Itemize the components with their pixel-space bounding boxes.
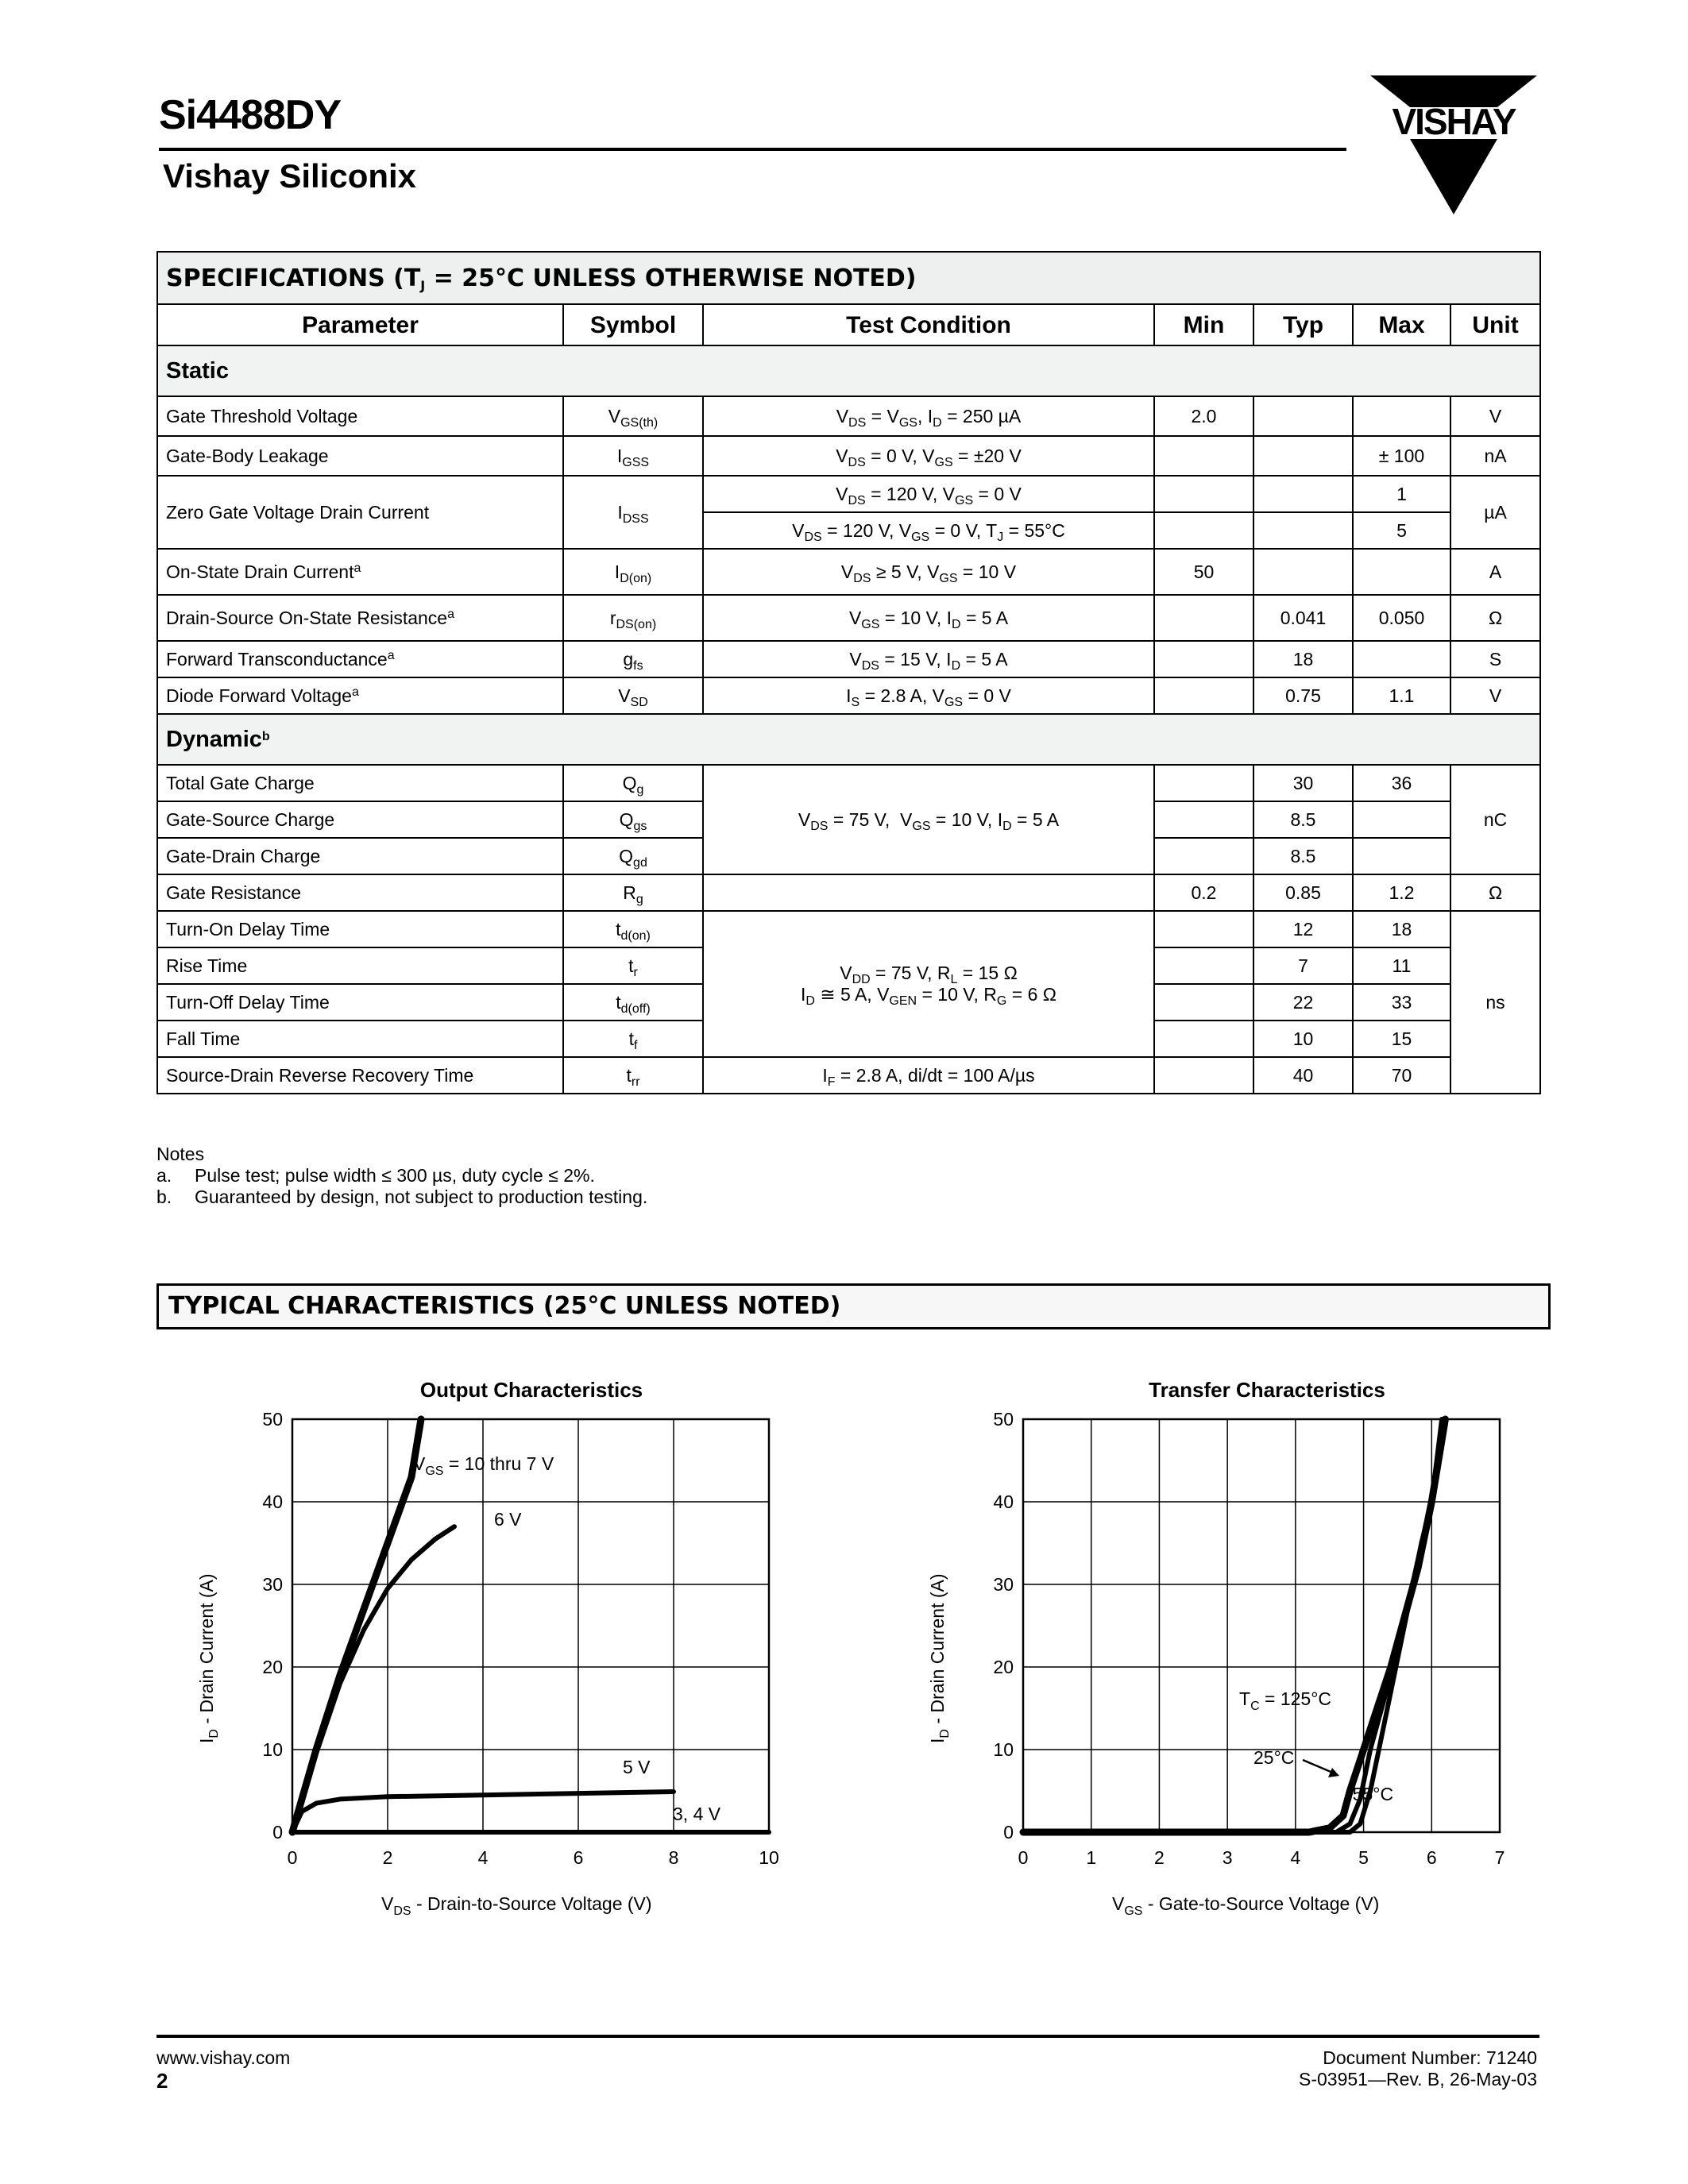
- page-number: 2: [156, 2069, 168, 2093]
- transfer-y-axis-label: $I_D$ - Drain Current (A): [927, 1573, 952, 1743]
- t25-label: 25°C: [1253, 1747, 1295, 1768]
- table-row: $V_{DS} = 120$ V, $V_{GS} = 0$ V, $T_J = 55^\circ C$ 5: [157, 512, 1540, 549]
- table-row: Zero Gate Voltage Drain Current $I_{DSS}$ $V_{DS} = 120$ V, $V_{GS} = 0$ V 1 µA: [157, 476, 1540, 512]
- output-chart-title: Output Characteristics: [419, 1378, 643, 1402]
- typical-characteristics-banner: TYPICAL CHARACTERISTICS (25°C UNLESS NOTED): [156, 1283, 1551, 1329]
- col-unit: Unit: [1450, 304, 1540, 345]
- transfer-x-axis-label: $V_{GS}$ - Gate-to-Source Voltage (V): [1112, 1893, 1380, 1918]
- table-row: Gate-Drain Charge $Q_{gd}$ 8.5: [157, 838, 1540, 874]
- footer-right: [1299, 2047, 1537, 2090]
- y-tick-label: 20: [993, 1657, 1014, 1677]
- table-row: Gate-Source Charge $Q_{gs}$ 8.5: [157, 801, 1540, 838]
- table-row: Drain-Source On-State Resistance$^a$ $r_{DS(on)}$ $V_{GS} = 10$ V, $I_D = 5$ A 0.041 0.050 Ω: [157, 595, 1540, 641]
- x-tick-label: 4: [1290, 1847, 1301, 1868]
- y-tick-label: 40: [993, 1491, 1014, 1512]
- y-tick-label: 40: [262, 1491, 283, 1512]
- y-tick-label: 20: [262, 1657, 283, 1677]
- vgs-label: $V_{GS} = 10$ thru 7 V: [413, 1453, 554, 1478]
- x-tick-label: 2: [382, 1847, 393, 1868]
- plot-area: [1023, 1419, 1500, 1832]
- table-row: Fall Time $t_f$ 10 15: [157, 1021, 1540, 1057]
- output-characteristics-chart: [191, 1394, 794, 1934]
- col-parameter: Parameter: [157, 304, 563, 345]
- section-dynamic: Dynamic$^b$: [157, 714, 1540, 765]
- header-rule: [159, 148, 1346, 151]
- y-tick-label: 50: [262, 1409, 283, 1430]
- table-row: On-State Drain Current$^a$ $I_{D(on)}$ $V_{DS} \ge 5$ V, $V_{GS} = 10$ V 50 A: [157, 549, 1540, 595]
- section-static: Static: [157, 345, 1540, 396]
- table-row: Gate-Body Leakage $I_{GSS}$ $V_{DS} = 0$ V, $V_{GS} = \pm 20$ V ± 100 nA: [157, 436, 1540, 476]
- notes-heading: Notes: [156, 1144, 205, 1164]
- output-x-axis-label: $V_{DS}$ - Drain-to-Source Voltage (V): [381, 1893, 652, 1918]
- company-name: Vishay Siliconix: [163, 157, 417, 195]
- specifications-table: [156, 251, 1541, 1094]
- x-tick-label: 3: [1222, 1847, 1233, 1868]
- table-row: Diode Forward Voltage$^a$ $V_{SD}$ $I_S = 2.8$ A, $V_{GS} = 0$ V 0.75 1.1 V: [157, 677, 1540, 714]
- x-tick-label: 8: [668, 1847, 679, 1868]
- note-a: a. Pulse test; pulse width ≤ 300 µs, duty cycle ≤ 2%.: [156, 1165, 595, 1186]
- y-tick-label: 0: [1003, 1822, 1014, 1843]
- y-tick-label: 50: [993, 1409, 1014, 1430]
- part-number: Si4488DY: [159, 92, 342, 138]
- table-row: Rise Time $t_r$ 7 11: [157, 947, 1540, 984]
- x-tick-label: 5: [1358, 1847, 1369, 1868]
- col-test-condition: Test Condition: [703, 304, 1154, 345]
- output-y-axis-label: $I_D$ - Drain Current (A): [196, 1573, 221, 1743]
- col-typ: Typ: [1253, 304, 1353, 345]
- six-v-label: 6 V: [494, 1509, 522, 1530]
- spec-header-row: [157, 304, 1540, 345]
- spec-table-title: SPECIFICATIONS ($T_J = 25^\circ C$ UNLESS OTHERWISE NOTED): [157, 252, 1540, 304]
- vishay-logo: [1370, 75, 1537, 222]
- three-four-v-label: 3, 4 V: [673, 1804, 721, 1824]
- table-row: Turn-Off Delay Time $t_{d(off)}$ 22 33: [157, 984, 1540, 1021]
- note-b: b. Guaranteed by design, not subject to production testing.: [156, 1187, 648, 1207]
- x-tick-label: 6: [573, 1847, 584, 1868]
- y-tick-label: 30: [993, 1574, 1014, 1595]
- footer-rule: [156, 2035, 1539, 2038]
- col-max: Max: [1353, 304, 1450, 345]
- x-tick-label: 6: [1426, 1847, 1437, 1868]
- website-link[interactable]: www.vishay.com: [156, 2047, 291, 2068]
- table-row: Total Gate Charge $Q_g$ $V_{DS} = 75$ V, $V_{GS} = 10$ V, $I_D = 5$ A 30 36 nC: [157, 765, 1540, 801]
- document-number: Document Number: 71240: [1323, 2047, 1537, 2068]
- tc-125-label: $T_C = 125^\circ C$: [1239, 1688, 1332, 1713]
- transfer-characteristics-chart: [921, 1394, 1525, 1934]
- y-tick-label: 0: [272, 1822, 283, 1843]
- table-row: Forward Transconductance$^a$ $g_{fs}$ $V_{DS} = 15$ V, $I_D = 5$ A 18 S: [157, 641, 1540, 677]
- table-row: Gate Resistance $R_g$ 0.2 0.85 1.2 Ω: [157, 874, 1540, 911]
- x-tick-label: 1: [1086, 1847, 1097, 1868]
- x-tick-label: 10: [759, 1847, 779, 1868]
- x-tick-label: 0: [287, 1847, 298, 1868]
- x-tick-label: 0: [1018, 1847, 1029, 1868]
- transfer-chart-title: Transfer Characteristics: [1149, 1378, 1385, 1402]
- notes: [156, 1144, 647, 1208]
- col-symbol: Symbol: [563, 304, 703, 345]
- x-tick-label: 2: [1154, 1847, 1165, 1868]
- table-row: Source-Drain Reverse Recovery Time $t_{rr}$ $I_F = 2.8$ A, di/dt = 100 A/µs 40 70: [157, 1057, 1540, 1094]
- y-tick-label: 10: [262, 1739, 283, 1760]
- y-tick-label: 10: [993, 1739, 1014, 1760]
- col-min: Min: [1154, 304, 1253, 345]
- x-tick-label: 7: [1494, 1847, 1505, 1868]
- footer-left: [156, 2047, 290, 2092]
- table-row: Turn-On Delay Time $t_{d(on)}$ $V_{DD} = 75$ V, $R_L = 15$ Ω $I_D$ ≅ 5 A, $V_{GEN} = 10$ V, $R_G = 6$ Ω 12 18 ns: [157, 911, 1540, 947]
- logo-text: VISHAY: [1392, 101, 1516, 142]
- revision: S-03951—Rev. B, 26-May-03: [1299, 2069, 1537, 2089]
- tm55-label: -55°C: [1346, 1784, 1394, 1804]
- five-v-label: 5 V: [623, 1757, 651, 1777]
- x-tick-label: 4: [477, 1847, 489, 1868]
- y-tick-label: 30: [262, 1574, 283, 1595]
- table-row: Gate Threshold Voltage $V_{GS(th)}$ $V_{DS} = V_{GS}$, $I_D = 250$ µA 2.0 V: [157, 396, 1540, 436]
